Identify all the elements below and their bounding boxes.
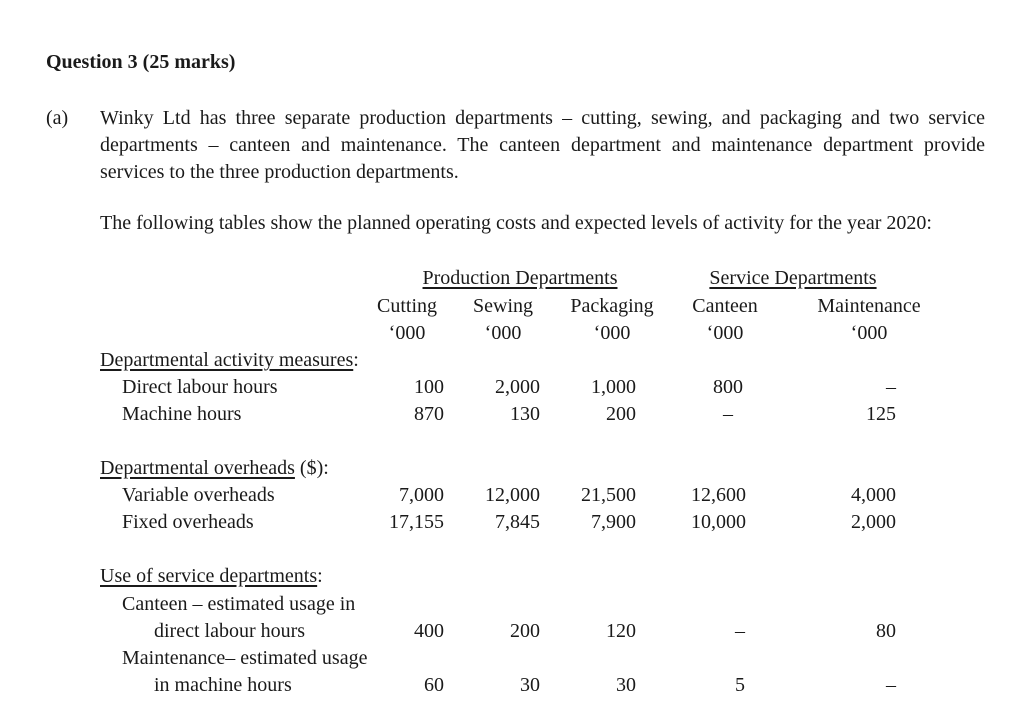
col-unit-canteen: ‘000 (706, 322, 744, 344)
row-label: Variable overheads (122, 484, 275, 506)
col-header-sewing: Sewing (473, 295, 533, 317)
cell-value: – (735, 620, 745, 642)
cell-value: 800 (713, 376, 743, 398)
row-label: Maintenance– estimated usage (122, 647, 368, 669)
col-unit-maintenance: ‘000 (850, 322, 888, 344)
row-label: Direct labour hours (122, 376, 278, 398)
cell-value: – (886, 376, 896, 398)
col-header-maintenance: Maintenance (817, 295, 921, 317)
cell-value: 60 (424, 674, 444, 696)
row-label: Fixed overheads (122, 511, 254, 533)
cell-value: – (723, 403, 733, 425)
cell-value: 130 (510, 403, 540, 425)
cell-value: 870 (414, 403, 444, 425)
row-label: Machine hours (122, 403, 242, 425)
cell-value: 125 (866, 403, 896, 425)
cell-value: 7,900 (591, 511, 636, 533)
cell-value: 21,500 (581, 484, 636, 506)
row-label: direct labour hours (154, 620, 306, 642)
section-heading-overheads: Departmental overheads ($): (100, 457, 329, 479)
cell-value: 200 (510, 620, 540, 642)
cell-value: 5 (735, 674, 745, 696)
production-departments-header: Production Departments (422, 267, 618, 289)
cell-value: 2,000 (495, 376, 540, 398)
col-unit-cutting: ‘000 (388, 322, 426, 344)
row-label: in machine hours (154, 674, 292, 696)
intro-paragraph: Winky Ltd has three separate production departments – cutting, sewing, and packaging and two service departments – canteen and maintenance. The canteen department and maintenance department provide services to the three production departments. (100, 107, 985, 183)
cell-value: 30 (616, 674, 636, 696)
question-title: Question 3 (25 marks) (46, 51, 236, 73)
row-label: Canteen – estimated usage in (122, 593, 356, 615)
cell-value: 200 (606, 403, 636, 425)
cell-value: 1,000 (591, 376, 636, 398)
cell-value: 17,155 (389, 511, 444, 533)
col-unit-packaging: ‘000 (593, 322, 631, 344)
cell-value: 400 (414, 620, 444, 642)
cell-value: 12,000 (485, 484, 540, 506)
cell-value: 2,000 (851, 511, 896, 533)
cell-value: 100 (414, 376, 444, 398)
part-label: (a) (46, 107, 69, 129)
cell-value: 120 (606, 620, 636, 642)
cell-value: 7,845 (495, 511, 540, 533)
cell-value: 12,600 (691, 484, 746, 506)
cell-value: 10,000 (691, 511, 746, 533)
service-departments-header: Service Departments (709, 267, 877, 289)
table-intro: The following tables show the planned operating costs and expected levels of activity for the year 2020: (100, 212, 932, 234)
col-header-packaging: Packaging (570, 295, 654, 317)
cell-value: 80 (876, 620, 896, 642)
cell-value: 7,000 (399, 484, 444, 506)
col-header-canteen: Canteen (692, 295, 758, 317)
cell-value: 30 (520, 674, 540, 696)
col-unit-sewing: ‘000 (484, 322, 522, 344)
cell-value: – (886, 674, 896, 696)
col-header-cutting: Cutting (376, 295, 437, 317)
section-heading-activity: Departmental activity measures: (100, 349, 359, 371)
section-heading-service-use: Use of service departments: (100, 565, 323, 587)
cell-value: 4,000 (851, 484, 896, 506)
